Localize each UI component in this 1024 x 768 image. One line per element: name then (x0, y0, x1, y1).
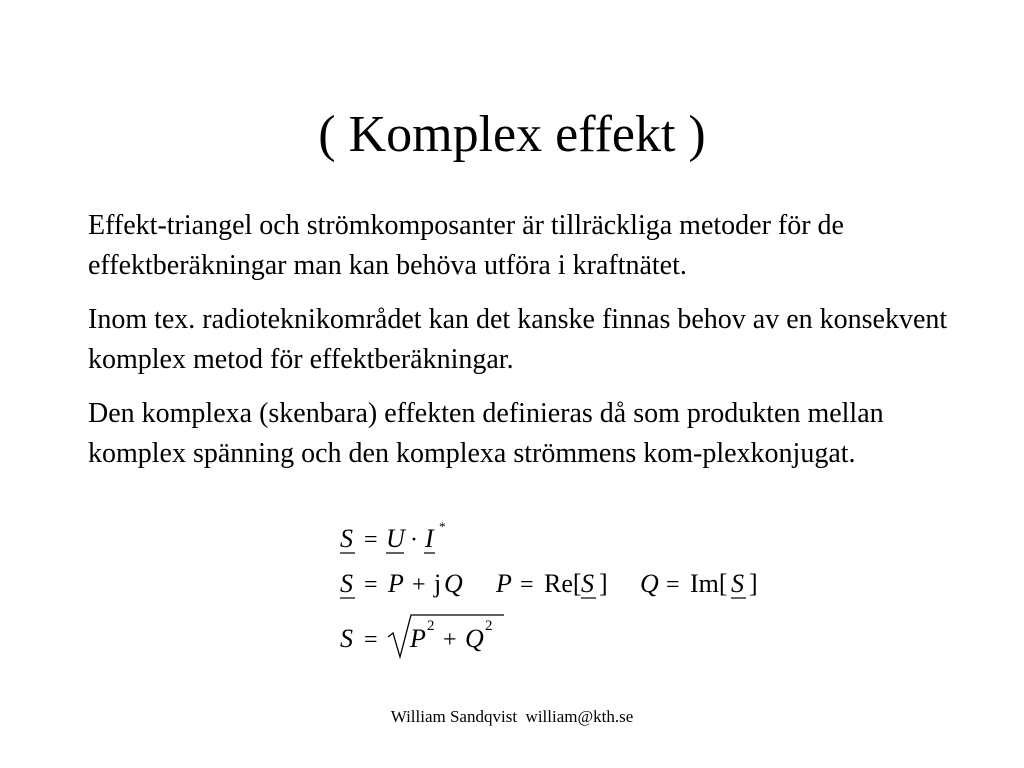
formula-3-exp2: 2 (485, 618, 493, 634)
formula-svg (338, 517, 798, 667)
formula-3-s: S (340, 624, 353, 653)
formula-2-close2: ] (749, 569, 758, 598)
formula-2-q2: Q (640, 569, 659, 598)
formula-2-im: Im[ (690, 569, 728, 598)
slide-footer (0, 707, 1024, 727)
formula-1-conj: * (439, 519, 446, 534)
formula-2-eq3: = (666, 572, 680, 598)
formula-line-2 (340, 569, 758, 598)
formula-1-i: I (425, 524, 434, 553)
footer-author: William Sandqvist (390, 707, 518, 726)
formula-3-plus: + (443, 627, 457, 653)
formula-1-u: U (386, 524, 405, 553)
paragraph-2: Inom tex. radioteknikområdet kan det kanske finnas behov av en konsekvent komplex metod för effektberäkningar. (88, 304, 948, 375)
formula-2-s: S (340, 569, 353, 598)
formula-line-1 (340, 519, 446, 553)
formula-2-re: Re[ (544, 569, 582, 598)
formula-3-q: Q (465, 624, 484, 653)
formula-1-eq: = (364, 527, 378, 553)
formula-2-eq: = (364, 572, 378, 598)
formula-3-eq: = (364, 627, 378, 653)
paragraph-3: Den komplexa (skenbara) effekten definieras då som produkten mellan komplex spänning och den komplexa strömmens kom-plexkonjugat. (88, 398, 884, 469)
formula-2-j: j (434, 569, 442, 598)
formula-line-3 (340, 615, 504, 657)
formula-1-s: S (340, 524, 353, 553)
formula-2-plus: + (412, 572, 426, 598)
formula-2-close1: ] (599, 569, 608, 598)
formula-1-dot: · (410, 527, 418, 553)
formula-2-eq2: = (520, 572, 534, 598)
formula-2-q: Q (444, 569, 463, 598)
slide-title: ( Komplex effekt ) (318, 106, 706, 163)
footer-email: william@kth.se (525, 707, 634, 726)
slide-body (88, 206, 988, 488)
formula-3-p: P (410, 624, 426, 653)
formula-block (338, 517, 798, 667)
formula-2-s2: S (581, 569, 594, 598)
formula-2-p: P (388, 569, 404, 598)
formula-3-exp1: 2 (427, 618, 435, 634)
formula-2-s3: S (731, 569, 744, 598)
formula-2-p2: P (496, 569, 512, 598)
paragraph-1: Effekt-triangel och strömkomposanter är tillräckliga metoder för de effektberäkningar man kan behöva utföra i kraftnätet. (88, 210, 844, 281)
